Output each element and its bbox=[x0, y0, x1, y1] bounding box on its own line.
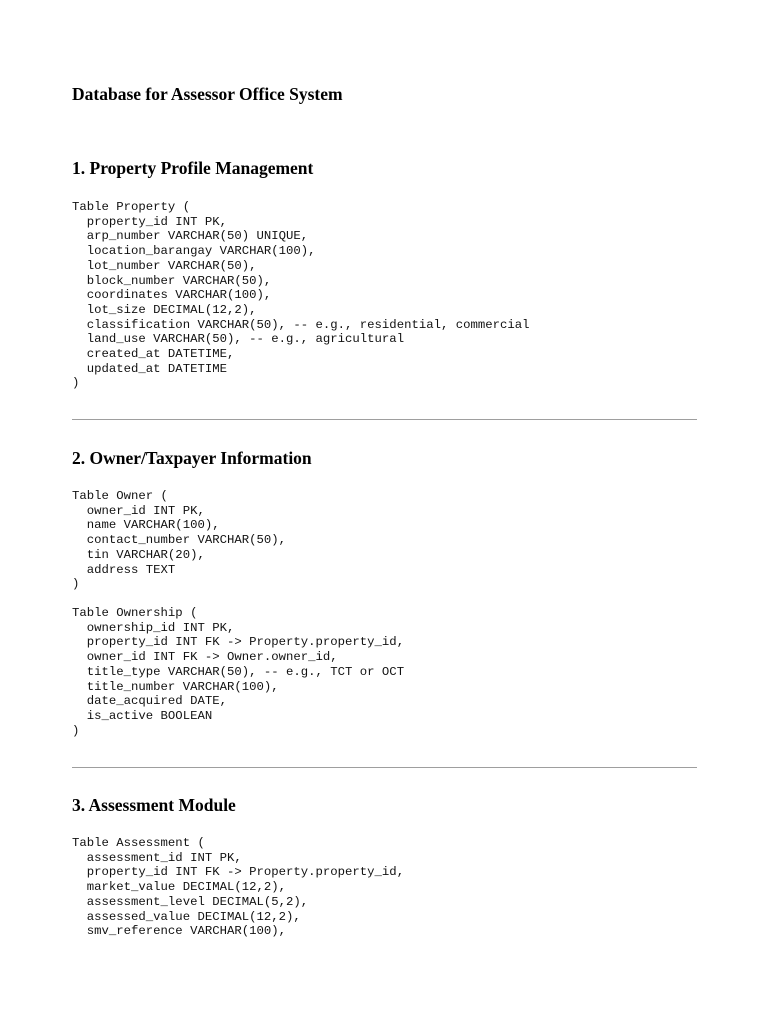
code-block-ownership-table: Table Ownership ( ownership_id INT PK, property_id INT FK -> Property.property_id, owner_id INT FK -> Owner.owner_id, title_type VARCHAR(50), -- e.g., TCT or OCT title_number VARCHAR(100), date_acquired DATE, is_active BOOLEAN ) bbox=[72, 606, 405, 738]
section-divider bbox=[72, 767, 697, 768]
document-title: Database for Assessor Office System bbox=[72, 84, 343, 104]
section-divider bbox=[72, 419, 697, 420]
section-heading-property-profile: 1. Property Profile Management bbox=[72, 158, 314, 178]
section-heading-assessment-module: 3. Assessment Module bbox=[72, 795, 236, 815]
code-block-property-table: Table Property ( property_id INT PK, arp_number VARCHAR(50) UNIQUE, location_barangay VARCHAR(100), lot_number VARCHAR(50), block_number VARCHAR(50), coordinates VARCHAR(100), lot_size DECIMAL(12,2), classification VARCHAR(50), -- e.g., residential, commercial land_use VARCHAR(50), -- e.g., agricultural created_at DATETIME, updated_at DATETIME ) bbox=[72, 200, 530, 391]
section-heading-owner-taxpayer: 2. Owner/Taxpayer Information bbox=[72, 448, 312, 468]
code-block-assessment-table: Table Assessment ( assessment_id INT PK, property_id INT FK -> Property.property_id, market_value DECIMAL(12,2), assessment_level DECIMAL(5,2), assessed_value DECIMAL(12,2), smv_reference VARCHAR(100), bbox=[72, 836, 405, 939]
code-block-owner-table: Table Owner ( owner_id INT PK, name VARCHAR(100), contact_number VARCHAR(50), tin VARCHAR(20), address TEXT ) bbox=[72, 489, 287, 592]
